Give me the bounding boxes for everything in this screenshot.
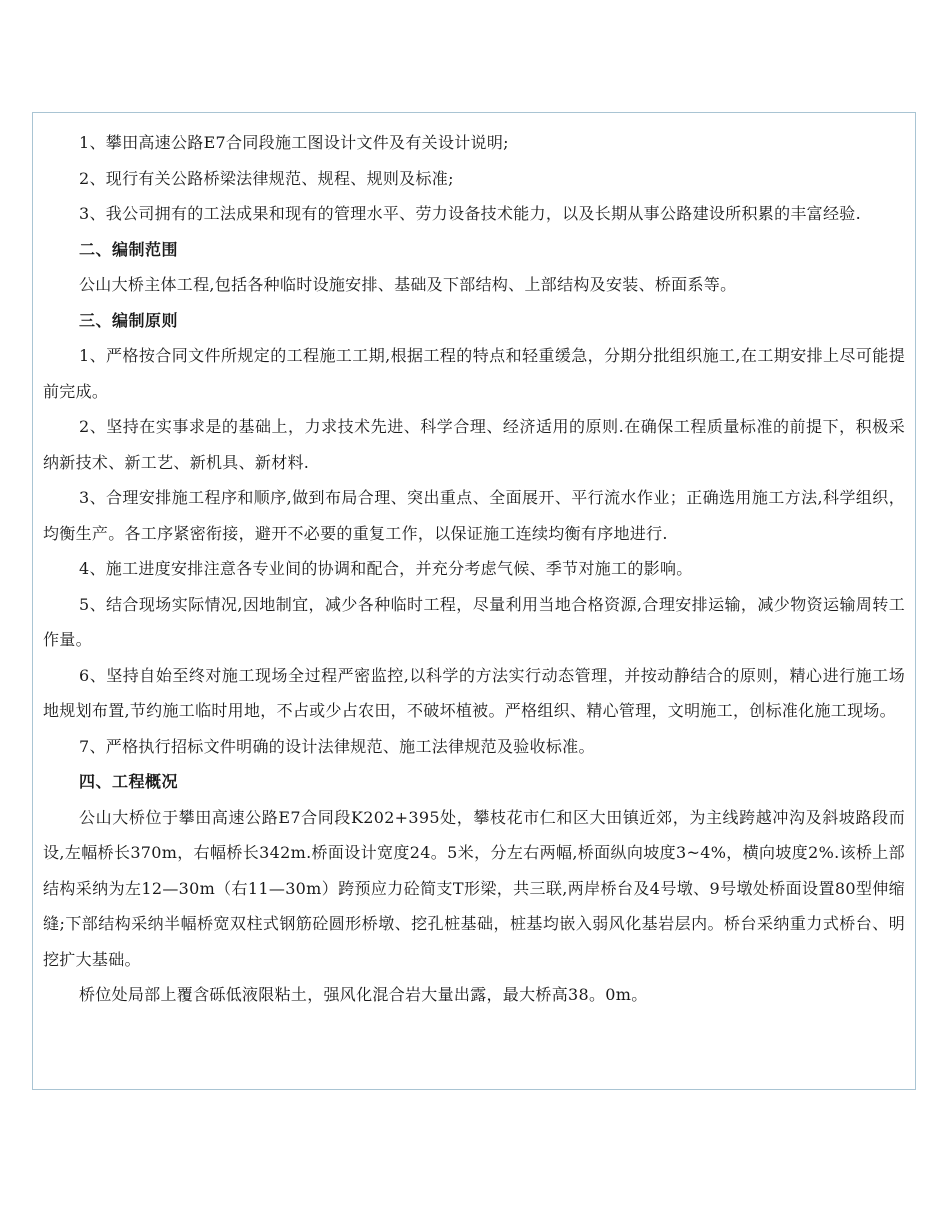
- basis-item-2: 2、现行有关公路桥梁法律规范、规程、规则及标准;: [79, 168, 454, 188]
- principle-item-3: 3、合理安排施工程序和顺序,做到布局合理、突出重点、全面展开、平行流水作业；正确选用施工方法,科学组织，均衡生产。各工序紧密衔接，避开不必要的重复工作，以保证施工连续均衡有序地进行.: [43, 488, 905, 543]
- overview-paragraph-2: 桥位处局部上覆含砾低液限粘土，强风化混合岩大量出露，最大桥高38。0m。: [79, 985, 648, 1004]
- section-heading-scope: 二、编制范围: [79, 239, 179, 259]
- basis-item-3: 3、我公司拥有的工法成果和现有的管理水平、劳力设备技术能力，以及长期从事公路建设所积累的丰富经验.: [79, 204, 861, 223]
- basis-item-1: 1、攀田高速公路E7合同段施工图设计文件及有关设计说明;: [79, 133, 509, 152]
- principle-item-5: 5、结合现场实际情况,因地制宜，减少各种临时工程，尽量利用当地合格资源,合理安排运输，减少物资运输周转工作量。: [43, 594, 905, 649]
- principle-item-4: 4、施工进度安排注意各专业间的协调和配合，并充分考虑气候、季节对施工的影响。: [79, 559, 693, 578]
- principle-item-2: 2、坚持在实事求是的基础上，力求技术先进、科学合理、经济适用的原则.在确保工程质量标准的前提下，积极采纳新技术、新工艺、新机具、新材料.: [43, 417, 905, 472]
- section-heading-overview: 四、工程概况: [79, 772, 179, 791]
- principle-item-7: 7、严格执行招标文件明确的设计法律规范、施工法律规范及验收标准。: [79, 736, 595, 756]
- section-heading-principles: 三、编制原则: [79, 310, 179, 330]
- scope-paragraph: 公山大桥主体工程,包括各种临时设施安排、基础及下部结构、上部结构及安装、桥面系等。: [79, 275, 737, 294]
- principle-item-1: 1、严格按合同文件所规定的工程施工工期,根据工程的特点和轻重缓急，分期分批组织施工,在工期安排上尽可能提前完成。: [43, 346, 905, 401]
- document-frame: [32, 112, 916, 1090]
- principle-item-6: 6、坚持自始至终对施工现场全过程严密监控,以科学的方法实行动态管理，并按动静结合的原则，精心进行施工场地规划布置,节约施工临时用地，不占或少占农田，不破坏植被。严格组织、精心管理，文明施工，创标准化施工现场。: [43, 665, 905, 720]
- overview-paragraph-1: 公山大桥位于攀田高速公路E7合同段K202+395处，攀枝花市仁和区大田镇近郊，为主线跨越冲沟及斜坡路段而设,左幅桥长370m，右幅桥长342m.桥面设计宽度24。5米，分左右两幅,桥面纵向坡度3~4%，横向坡度2%.该桥上部结构采纳为左12—30m（右11—30m）跨预应力砼简支T形梁，共三联,两岸桥台及4号墩、9号墩处桥面设置80型伸缩缝;下部结构采纳半幅桥宽双柱式钢筋砼圆形桥墩、挖孔桩基础，桩基均嵌入弱风化基岩层内。桥台采纳重力式桥台、明挖扩大基础。: [43, 807, 905, 969]
